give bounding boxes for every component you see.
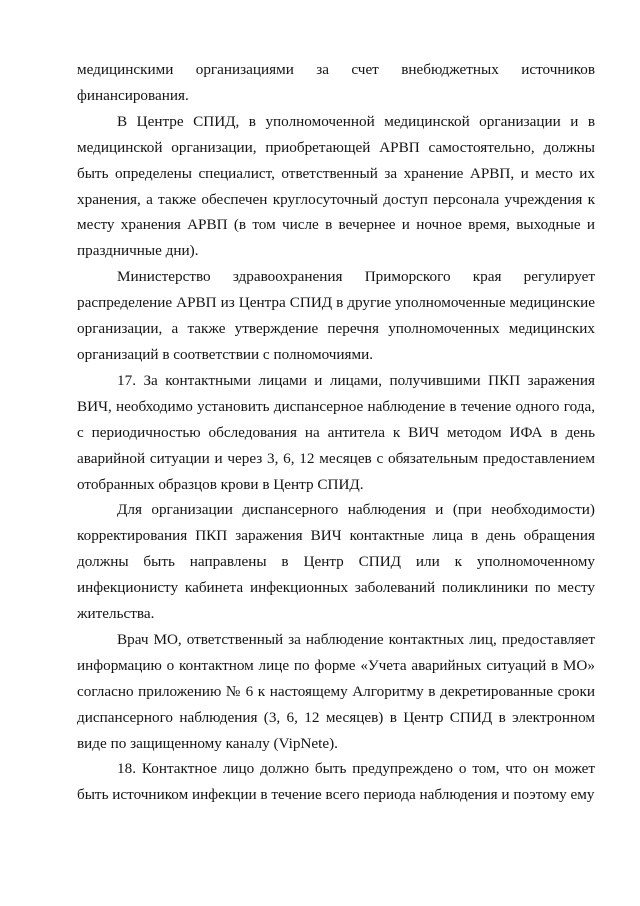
paragraph-funding-sources: медицинскими организациями за счет внебюджетных источников финансирования.: [77, 61, 595, 104]
paragraph-doctor-reporting: Врач МО, ответственный за наблюдение контактных лиц, предоставляет информацию о контактном лице по форме «Учета аварийных ситуаций в МО» согласно приложению № 6 к настоящему Алгоритму в декретированные сроки диспансерного наблюдения (3, 6, 12 месяцев) в Центр СПИД в электронном виде по защищенному каналу (VipNete).: [77, 630, 595, 752]
document-page: [77, 57, 595, 808]
paragraph-item-18: 18. Контактное лицо должно быть предупреждено о том, что он может быть источником инфекции в течение всего периода наблюдения и поэтому ему: [77, 760, 595, 804]
paragraph-ministry-distribution: Министерство здравоохранения Приморского края регулирует распределение АРВП из Центра СПИД в другие уполномоченные медицинские организации, а также утверждение перечня уполномоченных медицинских организаций в соответствии с полномочиями.: [77, 268, 595, 363]
paragraph-item-17: 17. За контактными лицами и лицами, получившими ПКП заражения ВИЧ, необходимо установить диспансерное наблюдение в течение одного года, с периодичностью обследования на антитела к ВИЧ методом ИФА в день аварийной ситуации и через 3, 6, 12 месяцев с обязательным предоставлением отобранных образцов крови в Центр СПИД.: [77, 371, 595, 493]
paragraph-dispensary-observation: Для организации диспансерного наблюдения и (при необходимости) корректирования ПКП заражения ВИЧ контактные лица в день обращения должны быть направлены в Центр СПИД или к уполномоченному инфекционисту кабинета инфекционных заболеваний поликлиники по месту жительства.: [77, 501, 595, 623]
paragraph-arvp-storage: В Центре СПИД, в уполномоченной медицинской организации и в медицинской организации, приобретающей АРВП самостоятельно, должны быть определены специалист, ответственный за хранение АРВП, и место их хранения, а также обеспечен круглосуточный доступ персонала учреждения к месту хранения АРВП (в том числе в вечернее и ночное время, выходные и праздничные дни).: [77, 112, 595, 260]
